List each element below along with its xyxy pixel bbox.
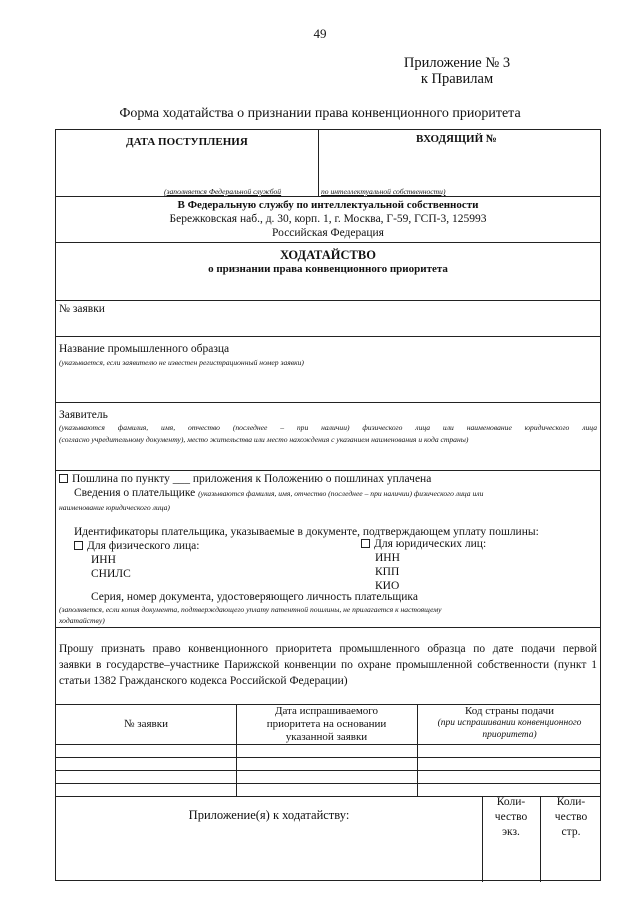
rule	[56, 336, 600, 337]
request-line3: статьи 1382 Гражданского кодекса Российской Федерации)	[59, 675, 348, 687]
annex-line1: Приложение № 3	[403, 55, 511, 71]
individual-snils: СНИЛС	[91, 568, 131, 580]
individual-inn: ИНН	[91, 554, 116, 566]
pages-col-line1: Коли-	[556, 796, 586, 808]
priority-table-rule	[56, 783, 600, 784]
priority-col-date-line2: приоритета на основании	[266, 718, 387, 730]
priority-col-date-line1: Дата испрашиваемого	[274, 705, 379, 717]
applicant-note-line2: (согласно учредительному документу), место жительства или место нахождения с указанием наименования и кода страны)	[59, 435, 469, 444]
fee-line-blank: ___	[172, 473, 190, 485]
copies-col-line1: Коли-	[496, 796, 526, 808]
priority-col-country-line3: приоритета)	[482, 730, 537, 740]
request-line1: Прошу признать право конвенционного приоритета промышленного образца по дате подачи первой	[59, 643, 597, 655]
individual-checkbox[interactable]	[74, 541, 83, 550]
priority-col-country-line1: Код страны подачи	[464, 705, 555, 717]
legal-inn: ИНН	[375, 552, 400, 564]
fee-line-end: приложения к Положению о пошлинах уплачена	[192, 473, 432, 485]
payer-info-line	[74, 487, 483, 499]
addressee-line1: В Федеральную службу по интеллектуальной собственности	[177, 199, 479, 211]
attachments-label: Приложение(я) к ходатайству:	[188, 808, 350, 822]
legal-label-row	[361, 538, 486, 550]
petition-subtitle: о признании права конвенционного приоритета	[208, 263, 448, 275]
payer-label: Сведения о плательщике	[74, 487, 196, 499]
individual-label-row	[74, 540, 199, 552]
id-document-note-line1: (заполняется, если копия документа, подтверждающего уплату патентной пошлины, не прилагается к настоящему	[59, 605, 442, 614]
applicant-note-line1: (указываются фамилия, имя, отчество (последнее – при наличии) физического лица или наименование юридического лица	[59, 423, 597, 432]
petition-title: ХОДАТАЙСТВО	[280, 248, 376, 262]
attachments-divider-2	[540, 796, 541, 882]
priority-table-rule	[56, 757, 600, 758]
applicant-label: Заявитель	[59, 409, 108, 421]
design-name-label: Название промышленного образца	[59, 343, 230, 355]
fee-line-start: Пошлина по пункту	[72, 473, 170, 485]
legal-kpp: КПП	[375, 566, 400, 578]
receipt-date-label: ДАТА ПОСТУПЛЕНИЯ	[126, 136, 248, 148]
legal-checkbox[interactable]	[361, 539, 370, 548]
payer-identifiers-label: Идентификаторы плательщика, указываемые в документе, подтверждающем уплату пошлины:	[74, 526, 539, 538]
id-document-note-line2: ходатайству)	[59, 616, 105, 625]
form-title: Форма ходатайства о признании права конвенционного приоритета	[119, 106, 521, 121]
copies-col-line3: экз.	[502, 826, 520, 838]
header-divider	[318, 130, 319, 196]
receipt-note-left: (заполняется Федеральной службой	[164, 187, 282, 196]
id-document-label: Серия, номер документа, удостоверяющего личность плательщика	[91, 591, 418, 603]
petition-form	[55, 129, 601, 881]
rule	[56, 470, 600, 471]
payer-note-line2: наименование юридического лица)	[59, 503, 170, 512]
fee-paid-checkbox[interactable]	[59, 474, 68, 483]
design-name-note: (указывается, если заявителю не известен регистрационный номер заявки)	[59, 358, 304, 367]
rule	[56, 196, 600, 197]
rule	[56, 300, 600, 301]
priority-col-country-line2: (при испрашивании конвенционного	[437, 718, 582, 728]
request-line2: заявки в государстве–участнике Парижской конвенции по охране промышленной собственности (пункт 1	[59, 659, 597, 671]
pages-col-line2: чество	[554, 811, 588, 823]
annex-line2: к Правилам	[420, 71, 494, 87]
priority-col-application-number: № заявки	[124, 718, 168, 730]
priority-table-rule	[56, 770, 600, 771]
incoming-number-label: ВХОДЯЩИЙ №	[416, 133, 497, 145]
page-number: 49	[313, 26, 327, 41]
legal-kio: КИО	[375, 580, 400, 592]
individual-label: Для физического лица:	[87, 540, 200, 552]
priority-col-date-line3: указанной заявки	[285, 731, 368, 743]
copies-col-line2: чество	[494, 811, 528, 823]
fee-paid-line	[59, 473, 431, 485]
rule	[56, 242, 600, 243]
pages-col-line3: стр.	[561, 826, 581, 838]
receipt-note-right: по интеллектуальной собственности)	[321, 187, 446, 196]
annex-label	[392, 55, 522, 87]
addressee-line2: Бережковская наб., д. 30, корп. 1, г. Москва, Г-59, ГСП-3, 125993	[169, 213, 487, 225]
rule	[56, 627, 600, 628]
priority-table-rule	[56, 744, 600, 745]
payer-note: (указываются фамилия, имя, отчество (последнее – при наличии) физического лица или	[198, 489, 484, 498]
legal-label: Для юридических лиц:	[374, 538, 487, 550]
attachments-divider-1	[482, 796, 483, 882]
rule	[56, 402, 600, 403]
addressee-line3: Российская Федерация	[272, 227, 384, 239]
application-number-label: № заявки	[59, 303, 105, 315]
